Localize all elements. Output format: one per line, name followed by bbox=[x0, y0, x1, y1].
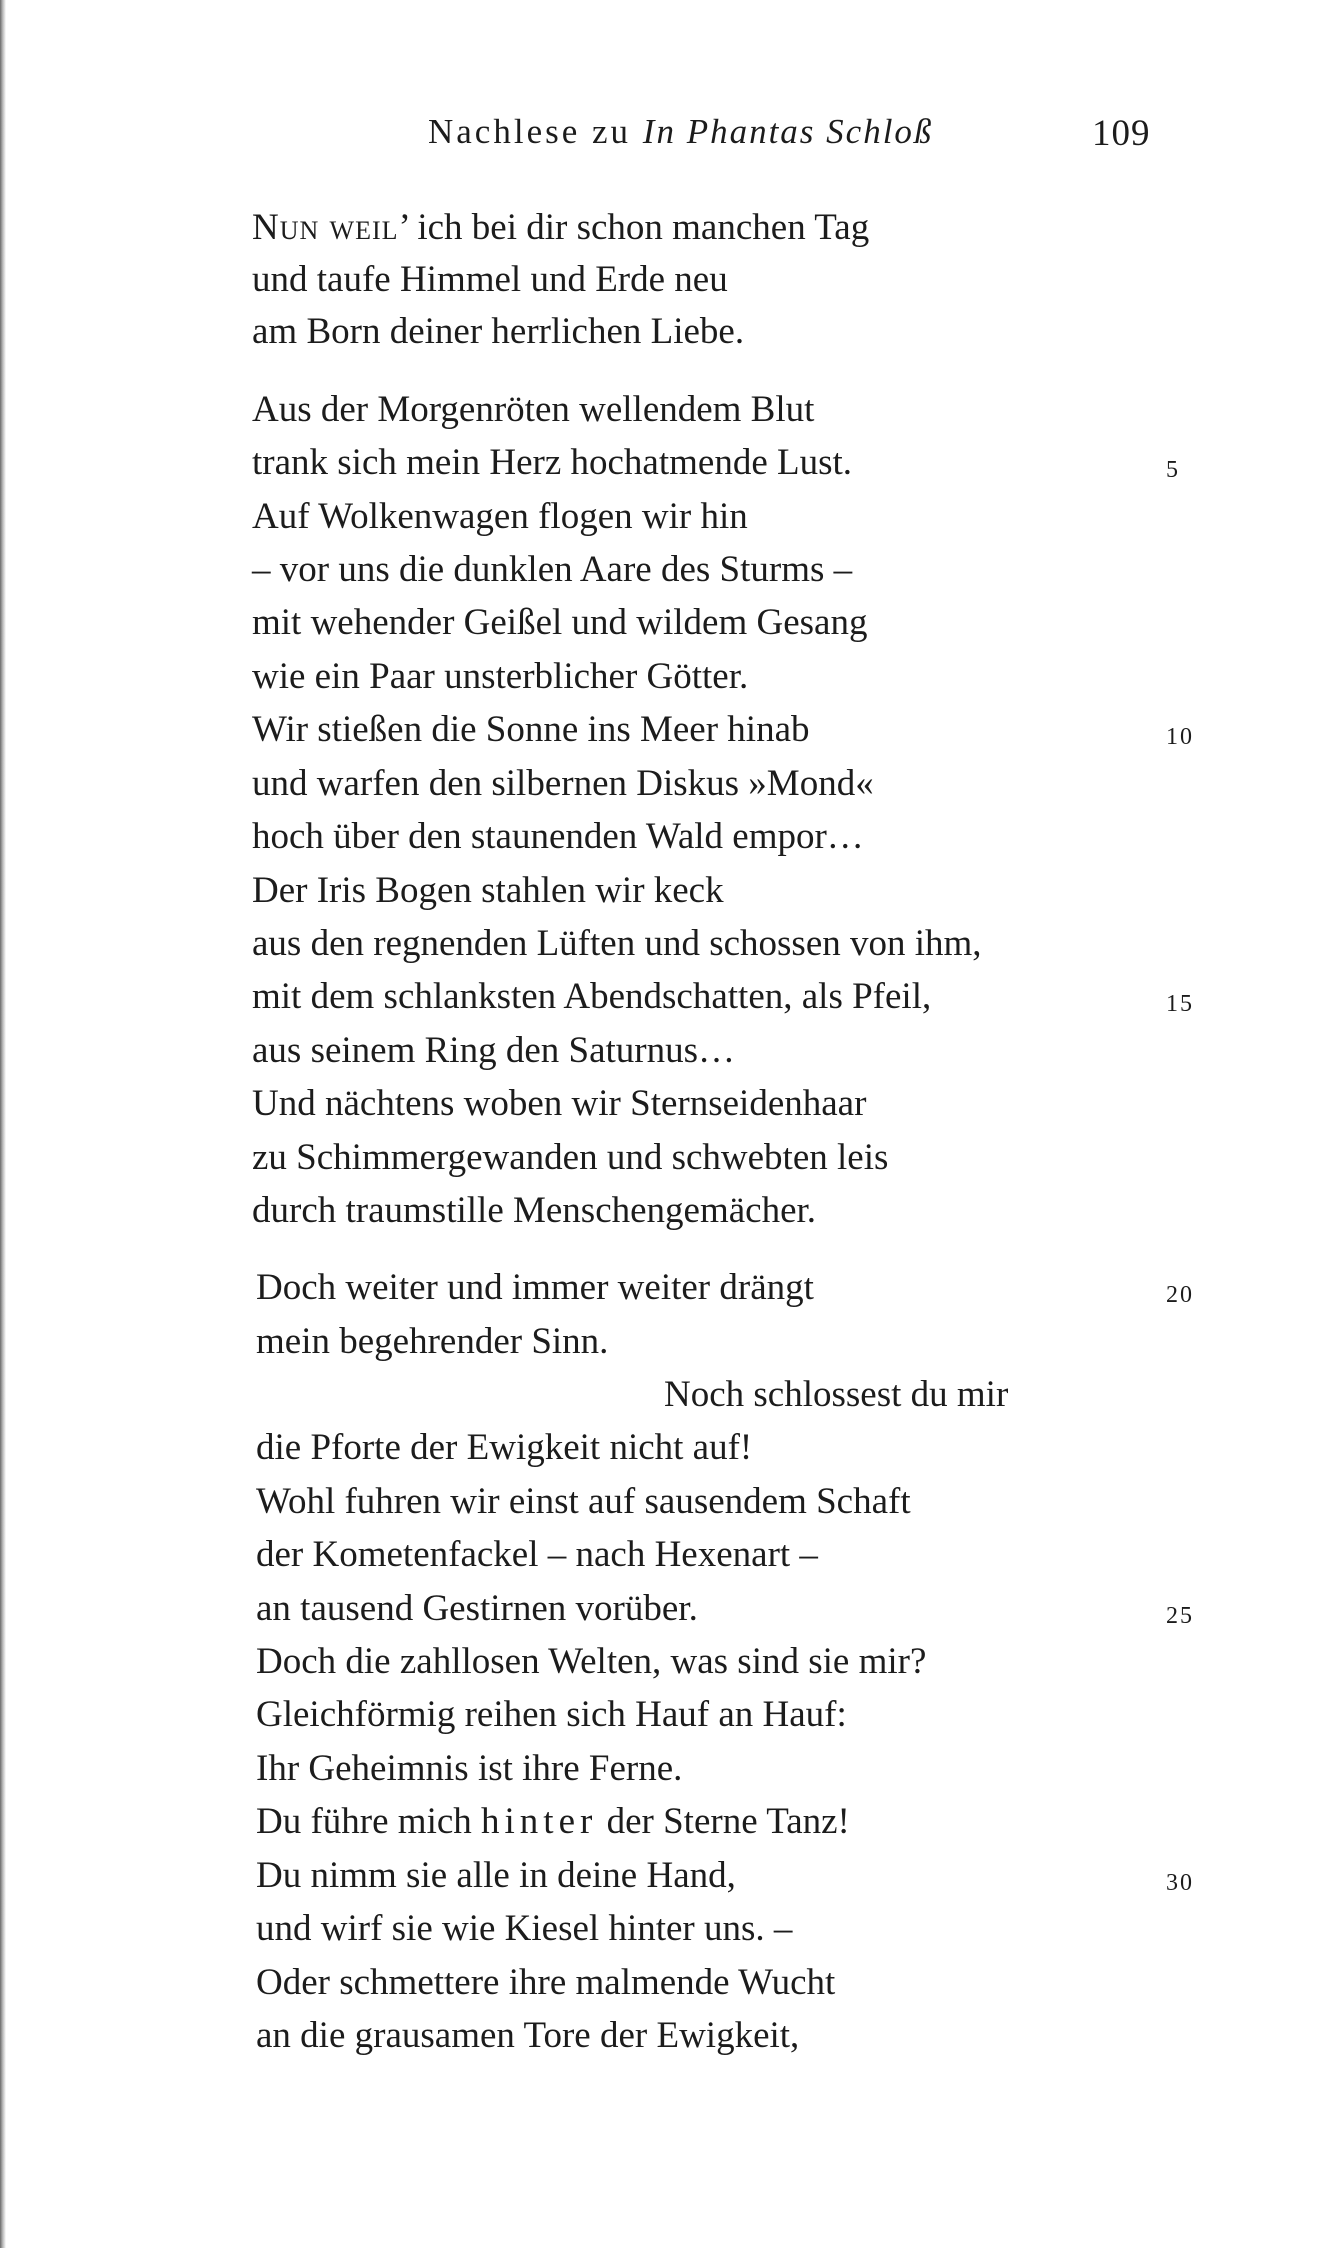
poem-line: Du nimm sie alle in deine Hand, bbox=[256, 1855, 736, 1896]
poem-line: mit dem schlanksten Abendschatten, als Pfeil, bbox=[252, 976, 932, 1017]
poem-line: Auf Wolkenwagen flogen wir hin bbox=[252, 496, 748, 537]
poem-line: Doch die zahllosen Welten, was sind sie mir? bbox=[256, 1641, 927, 1682]
line-number-10: 10 bbox=[1166, 724, 1194, 750]
poem-line: Aus der Morgenröten wellendem Blut bbox=[252, 389, 815, 430]
poem-line: Der Iris Bogen stahlen wir keck bbox=[252, 870, 724, 911]
poem-line: an die grausamen Tore der Ewigkeit, bbox=[256, 2015, 800, 2056]
running-head-prefix: Nachlese zu bbox=[428, 112, 632, 151]
poem-line bbox=[252, 206, 869, 250]
poem-line: Oder schmettere ihre malmende Wucht bbox=[256, 1962, 836, 2003]
poem-line: durch traumstille Menschengemächer. bbox=[252, 1190, 817, 1231]
poem-line: am Born deiner herrlichen Liebe. bbox=[252, 311, 745, 352]
poem-line: wie ein Paar unsterblicher Götter. bbox=[252, 656, 749, 697]
poem-line-part: Du führe mich bbox=[256, 1801, 482, 1842]
poem-line-emphasis: hinter bbox=[481, 1801, 598, 1842]
running-head bbox=[428, 112, 933, 152]
line-number-5: 5 bbox=[1166, 457, 1180, 483]
poem-line: hoch über den staunenden Wald empor… bbox=[252, 816, 864, 857]
poem-line: Ihr Geheimnis ist ihre Ferne. bbox=[256, 1748, 683, 1789]
page-gutter-shadow bbox=[0, 0, 6, 2248]
poem-line: aus seinem Ring den Saturnus… bbox=[252, 1030, 736, 1071]
poem-line: Doch weiter und immer weiter drängt bbox=[256, 1267, 814, 1308]
poem-line: zu Schimmergewanden und schwebten leis bbox=[252, 1137, 889, 1178]
poem-line-part: der Sterne Tanz! bbox=[597, 1801, 850, 1842]
poem-line bbox=[256, 1800, 850, 1844]
line-number-25: 25 bbox=[1166, 1603, 1194, 1629]
poem-line: – vor uns die dunklen Aare des Sturms – bbox=[252, 549, 853, 590]
poem-line: aus den regnenden Lüften und schossen von ihm, bbox=[252, 923, 982, 964]
poem-line: mit wehender Geißel und wildem Gesang bbox=[252, 602, 868, 643]
line-number-30: 30 bbox=[1166, 1870, 1194, 1896]
poem-line: Noch schlossest du mir bbox=[664, 1374, 1009, 1415]
page-number: 109 bbox=[1092, 113, 1151, 154]
running-head-work-title: In Phantas Schloß bbox=[642, 112, 934, 151]
poem-line: Wohl fuhren wir einst auf sausendem Schaft bbox=[256, 1481, 911, 1522]
poem-line: und wirf sie wie Kiesel hinter uns. – bbox=[256, 1908, 793, 1949]
line-number-15: 15 bbox=[1166, 991, 1194, 1017]
poem-line: an tausend Gestirnen vorüber. bbox=[256, 1588, 698, 1629]
line-number-20: 20 bbox=[1166, 1282, 1194, 1308]
poem-line-opening-rest: ’ ich bei dir schon manchen Tag bbox=[398, 207, 870, 248]
poem-line: Gleichförmig reihen sich Hauf an Hauf: bbox=[256, 1694, 847, 1735]
poem-line: und warfen den silbernen Diskus »Mond« bbox=[252, 763, 874, 804]
poem-line: trank sich mein Herz hochatmende Lust. bbox=[252, 442, 853, 483]
poem-line: Und nächtens woben wir Sternseidenhaar bbox=[252, 1083, 867, 1124]
poem-line: Wir stießen die Sonne ins Meer hinab bbox=[252, 709, 810, 750]
poem-line: mein begehrender Sinn. bbox=[256, 1321, 609, 1362]
poem-line-opening-caps: Nun weil bbox=[252, 207, 399, 248]
poem-line: die Pforte der Ewigkeit nicht auf! bbox=[256, 1427, 753, 1468]
poem-line: und taufe Himmel und Erde neu bbox=[252, 259, 728, 300]
poem-line: der Kometenfackel – nach Hexenart – bbox=[256, 1534, 818, 1575]
